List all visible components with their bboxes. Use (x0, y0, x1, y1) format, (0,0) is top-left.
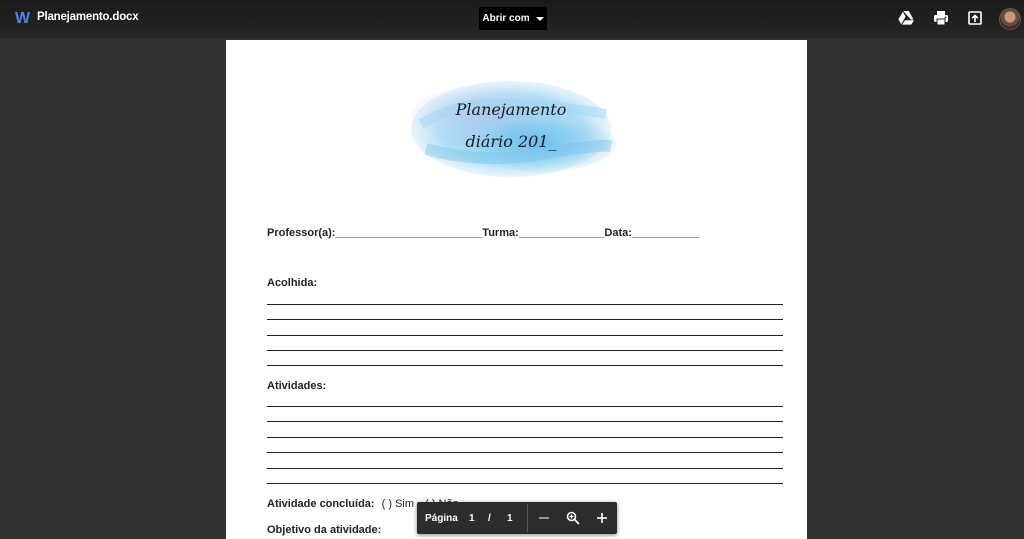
yes-option: ( ) Sim (381, 498, 415, 510)
teacher-class-date-row (267, 227, 699, 239)
date-label: Data:___________ (604, 227, 700, 239)
welcome-line (267, 350, 783, 351)
minus-icon (538, 512, 550, 524)
plus-icon (596, 512, 608, 524)
document-page (226, 40, 807, 539)
zoom-fit-button[interactable] (563, 508, 583, 528)
activities-line (267, 452, 783, 453)
welcome-line (267, 319, 783, 320)
zoom-in-button[interactable] (592, 508, 612, 528)
page-navigation-bar (417, 502, 617, 534)
zoom-out-button[interactable] (534, 508, 554, 528)
class-label: Turma:______________ (482, 227, 605, 239)
activities-line (267, 468, 783, 469)
page-separator: / (488, 513, 491, 524)
document-title-line1: Planejamento (455, 100, 567, 119)
page-label: Página (425, 513, 458, 524)
open-with-button[interactable] (479, 7, 547, 30)
activities-line (267, 406, 783, 407)
top-bar (0, 0, 1024, 38)
welcome-label: Acolhida: (267, 277, 318, 289)
activities-line (267, 421, 783, 422)
google-drive-icon[interactable] (897, 9, 915, 27)
divider (527, 504, 528, 532)
print-icon[interactable] (932, 9, 950, 27)
teacher-label: Professor(a):________________________ (267, 227, 483, 239)
open-with-label: Abrir com (482, 13, 530, 24)
activities-label: Atividades: (267, 380, 327, 392)
watercolor-brush-art (401, 74, 621, 184)
chevron-down-icon (536, 17, 544, 21)
activities-line (267, 437, 783, 438)
word-app-icon: W (15, 10, 31, 27)
watercolor-header (401, 74, 621, 184)
welcome-line (267, 365, 783, 366)
account-avatar[interactable] (999, 8, 1021, 30)
file-name: Planejamento.docx (37, 11, 139, 23)
document-title-line2: diário 201_ (465, 132, 557, 151)
current-page-input[interactable]: 1 (469, 513, 475, 524)
welcome-line (267, 335, 783, 336)
zoom-icon (566, 511, 580, 525)
open-in-new-icon[interactable] (966, 9, 984, 27)
welcome-line (267, 304, 783, 305)
completed-label: Atividade concluída: (267, 498, 375, 510)
objective-label: Objetivo da atividade: (267, 524, 382, 536)
activities-line (267, 483, 783, 484)
total-pages: 1 (507, 513, 513, 524)
